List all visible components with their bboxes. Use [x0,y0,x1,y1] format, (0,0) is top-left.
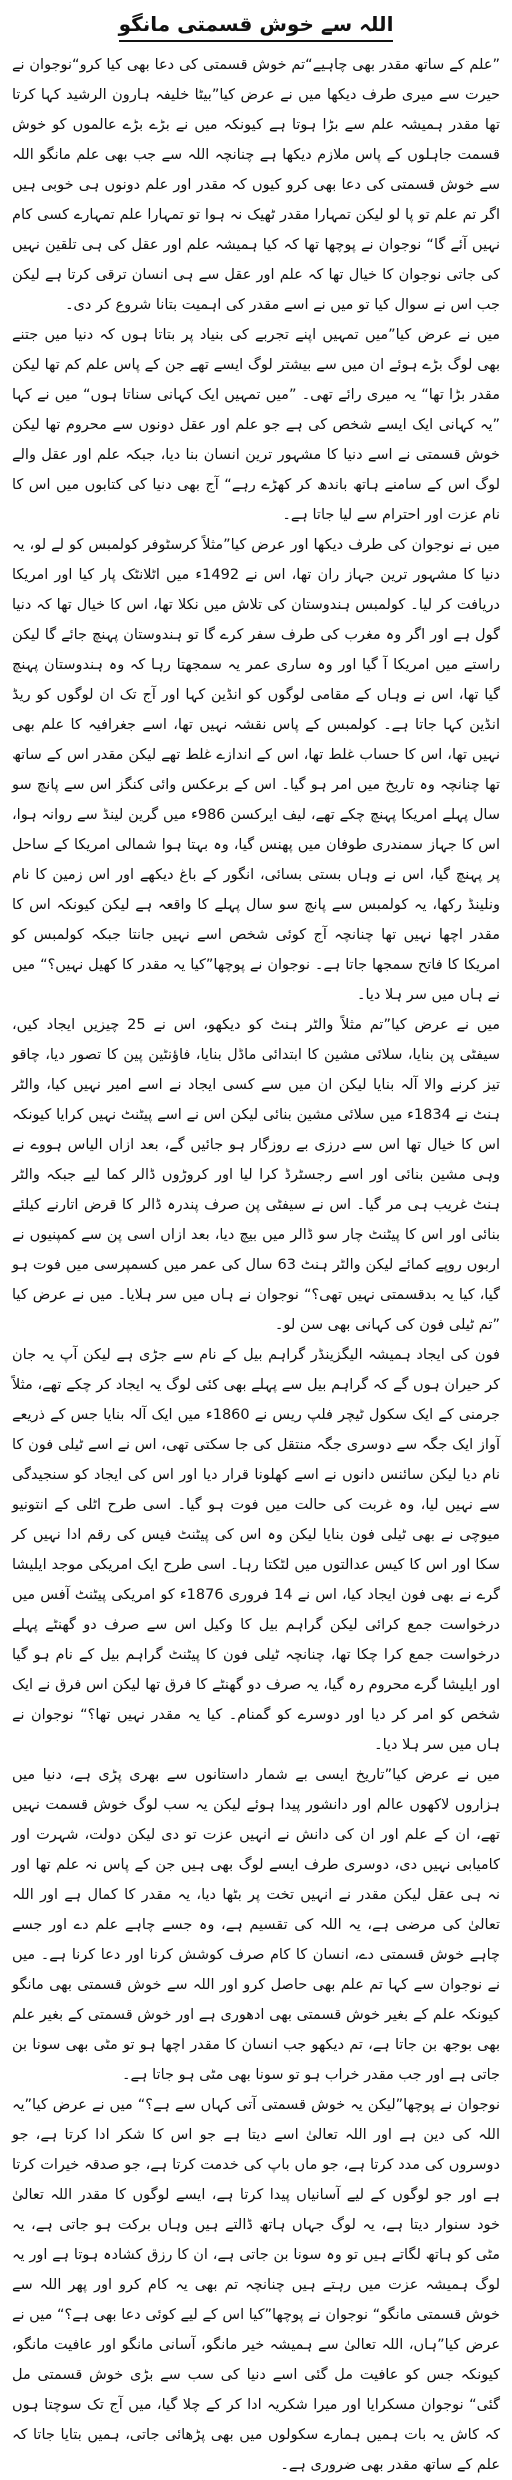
paragraph-5: فون کی ایجاد ہمیشہ الیگزینڈر گراہم بیل کے نام سے جڑی ہے لیکن آپ یہ جان کر حیران ہوں گے کہ گراہم بیل سے پہلے بھی کئی لوگ یہ ایجاد کر چکے تھے، مثلاً جرمنی کے ایک سکول ٹیچر فلپ ریس نے 1860ء میں ایک آلہ بنایا جس کے ذریعے آواز ایک جگہ سے دوسری جگہ منتقل کی جا سکتی تھی، اس نے اسے ٹیلی فون کا نام دیا لیکن سائنس دانوں نے اسے کھلونا قرار دیا اور اس کی ایجاد کو سنجیدگی سے نہیں لیا، وہ غربت کی حالت میں فوت ہو گیا۔ اسی طرح اٹلی کے انتونیو میوچی نے بھی ٹیلی فون بنایا لیکن وہ اس کی پیٹنٹ فیس کی رقم ادا نہیں کر سکا اور اس کا کیس عدالتوں میں لٹکتا رہا۔ اسی طرح ایک امریکی موجد ایلیشا گرے نے بھی فون ایجاد کیا، اس نے 14 فروری 1876ء کو امریکی پیٹنٹ آفس میں درخواست جمع کرائی لیکن گراہم بیل کا وکیل اس سے صرف دو گھنٹے پہلے درخواست جمع کرا چکا تھا، چنانچہ ٹیلی فون کا پیٹنٹ گراہم بیل کے نام ہو گیا اور ایلیشا گرے محروم رہ گیا، یہ صرف دو گھنٹے کا فرق تھا لیکن اس فرق نے ایک شخص کو امر کر دیا اور دوسرے کو گمنام۔ کیا یہ مقدر نہیں تھا؟“ نوجوان نے ہاں میں سر ہلا دیا۔ [12,1347,500,1753]
paragraph-1: ”علم کے ساتھ مقدر بھی چاہیے“تم خوش قسمتی کی دعا بھی کیا کرو“نوجوان نے حیرت سے میری طرف دیکھا میں نے عرض کیا”بیٹا خلیفہ ہارون الرشید کہا کرتا تھا مقدر ہمیشہ علم سے بڑا ہوتا ہے کیونکہ میں نے بڑے بڑے عالموں کو خوش قسمت جاہلوں کے پاس ملازم دیکھا ہے چنانچہ اللہ سے جب بھی علم مانگو اللہ سے خوش قسمتی کی دعا بھی کرو کیوں کہ مقدر اور علم دونوں ہی خوبی ہیں اگر تم علم تو پا لو لیکن تمہارا مقدر ٹھیک نہ ہوا تو تمہارا علم تمہارے کسی کام نہیں آئے گا“ نوجوان نے پوچھا تھا کہ کیا ہمیشہ علم اور عقل کی ہی تلقین نہیں کی جاتی نوجوان کا خیال تھا کہ علم اور عقل سے ہی انسان ترقی کرتا ہے لیکن جب اس نے سوال کیا تو میں نے اسے مقدر کی اہمیت بتانا شروع کر دی۔ [12,57,500,313]
paragraph-2: میں نے عرض کیا”میں تمہیں اپنے تجربے کی بنیاد پر بتاتا ہوں کہ دنیا میں جتنے بھی لوگ بڑے ہوئے ان میں سے بیشتر لوگ ایسے تھے جن کے پاس علم کم تھا لیکن مقدر بڑا تھا“ یہ میری رائے تھی۔ ”میں تمہیں ایک کہانی سناتا ہوں“ میں نے کہا ”یہ کہانی ایک ایسے شخص کی ہے جو علم اور عقل دونوں سے محروم تھا لیکن خوش قسمتی نے اسے دنیا کا مشہور ترین انسان بنا دیا، جبکہ علم اور عقل والے لوگ اس کے سامنے ہاتھ باندھ کر کھڑے رہے“ آج بھی دنیا کی کتابوں میں اس کا نام عزت اور احترام سے لیا جاتا ہے۔ [12,327,500,523]
paragraph-3: میں نے نوجوان کی طرف دیکھا اور عرض کیا”مثلاً کرسٹوفر کولمبس کو لے لو، یہ دنیا کا مشہور ترین جہاز ران تھا، اس نے 1492ء میں اٹلانٹک پار کیا اور امریکا دریافت کر لیا۔ کولمبس ہندوستان کی تلاش میں نکلا تھا، اس کا خیال تھا کہ دنیا گول ہے اور اگر وہ مغرب کی طرف سفر کرے گا تو ہندوستان پہنچ جائے گا لیکن راستے میں امریکا آ گیا اور وہ ساری عمر یہ سمجھتا رہا کہ وہ ہندوستان پہنچ گیا تھا، اس نے وہاں کے مقامی لوگوں کو انڈین کہا اور آج تک ان لوگوں کو ریڈ انڈین کہا جاتا ہے۔ کولمبس کے پاس نقشہ نہیں تھا، اسے جغرافیہ کا علم بھی نہیں تھا، اس کا حساب غلط تھا، اس کے اندازے غلط تھے لیکن مقدر اس کے ساتھ تھا چنانچہ وہ تاریخ میں امر ہو گیا۔ اس کے برعکس وائی کنگز اس سے پانچ سو سال پہلے امریکا پہنچ چکے تھے، لیف ایرکسن 986ء میں گرین لینڈ سے روانہ ہوا، اس کا جہاز سمندری طوفان میں پھنس گیا، وہ بہتا ہوا شمالی امریکا کے ساحل پر پہنچ گیا، اس نے وہاں بستی بسائی، انگور کے باغ دیکھے اور اس زمین کا نام ونلینڈ رکھا، یہ کولمبس سے پانچ سو سال پہلے کا واقعہ ہے لیکن کیونکہ اس کا مقدر اچھا نہیں تھا چنانچہ آج کوئی شخص اسے نہیں جانتا جبکہ کولمبس کو امریکا کا فاتح سمجھا جاتا ہے۔ نوجوان نے پوچھا”کیا یہ مقدر کا کھیل نہیں؟“ میں نے ہاں میں سر ہلا دیا۔ [12,537,501,1003]
title-block [12,10,500,42]
paragraph-6: میں نے عرض کیا”تاریخ ایسی بے شمار داستانوں سے بھری پڑی ہے، دنیا میں ہزاروں لاکھوں عالم اور دانشور پیدا ہوئے لیکن یہ سب لوگ خوش قسمت نہیں تھے، ان کے علم اور ان کی دانش نے انہیں عزت تو دی لیکن دولت، شہرت اور کامیابی نہیں دی، دوسری طرف ایسے لوگ بھی ہیں جن کے پاس نہ علم تھا اور نہ ہی عقل لیکن مقدر نے انہیں تخت پر بٹھا دیا، یہ مقدر کا کمال ہے اور اللہ تعالیٰ کی مرضی ہے، یہ اللہ کی تقسیم ہے، وہ جسے چاہے علم دے اور جسے چاہے خوش قسمتی دے، انسان کا کام صرف کوشش کرنا اور دعا کرنا ہے۔ میں نے نوجوان سے کہا تم علم بھی حاصل کرو اور اللہ سے خوش قسمتی بھی مانگو کیونکہ علم کے بغیر خوش قسمتی بھی ادھوری ہے اور خوش قسمتی کے بغیر علم بھی بوجھ بن جاتا ہے، تم دیکھو جب انسان کا مقدر اچھا ہو تو مٹی بھی سونا بن جاتی ہے اور جب مقدر خراب ہو تو سونا بھی مٹی ہو جاتا ہے۔ [12,1767,500,2083]
column-title: اللہ سے خوش قسمتی مانگو [119,10,394,42]
article-body [12,50,500,2480]
paragraph-4: میں نے عرض کیا”تم مثلاً والٹر ہنٹ کو دیکھو، اس نے 25 چیزیں ایجاد کیں، سیفٹی پن بنایا، سلائی مشین کا ابتدائی ماڈل بنایا، فاؤنٹین پین کا تصور دیا، چاقو تیز کرنے والا آلہ بنایا لیکن ان میں سے کسی ایجاد نے اسے امیر نہیں کیا، والٹر ہنٹ نے 1834ء میں سلائی مشین بنائی لیکن اس نے اسے پیٹنٹ نہیں کرایا کیونکہ اس کا خیال تھا اس سے درزی بے روزگار ہو جائیں گے، بعد ازاں الیاس ہووے نے وہی مشین بنائی اور اسے رجسٹرڈ کرا لیا اور کروڑوں ڈالر کما لیے جبکہ والٹر ہنٹ غریب ہی مر گیا۔ اس نے سیفٹی پن صرف پندرہ ڈالر کا قرض اتارنے کیلئے بنائی اور اس کا پیٹنٹ چار سو ڈالر میں بیچ دیا، بعد ازاں اسی پن سے کمپنیوں نے اربوں روپے کمائے لیکن والٹر ہنٹ 63 سال کی عمر میں کسمپرسی میں فوت ہو گیا، کیا یہ بدقسمتی نہیں تھی؟“ نوجوان نے ہاں میں سر ہلایا۔ میں نے عرض کیا ”تم ٹیلی فون کی کہانی بھی سن لو۔ [12,1017,500,1333]
paragraph-7: نوجوان نے پوچھا”لیکن یہ خوش قسمتی آتی کہاں سے ہے؟“ میں نے عرض کیا”یہ اللہ کی دین ہے اور اللہ تعالیٰ اسے دیتا ہے جو اس کا شکر ادا کرتا ہے، جو دوسروں کی مدد کرتا ہے، جو ماں باپ کی خدمت کرتا ہے، جو صدقہ خیرات کرتا ہے اور جو لوگوں کے لیے آسانیاں پیدا کرتا ہے، ایسے لوگوں کا مقدر اللہ تعالیٰ خود سنوار دیتا ہے، یہ لوگ جہاں ہاتھ ڈالتے ہیں وہاں برکت ہو جاتی ہے، یہ مٹی کو ہاتھ لگاتے ہیں تو وہ سونا بن جاتی ہے، ان کا رزق کشادہ ہوتا ہے اور یہ لوگ ہمیشہ عزت میں رہتے ہیں چنانچہ تم بھی یہ کام کرو اور پھر اللہ سے خوش قسمتی مانگو“ نوجوان نے پوچھا”کیا اس کے لیے کوئی دعا بھی ہے؟“ میں نے عرض کیا”ہاں، اللہ تعالیٰ سے ہمیشہ خیر مانگو، آسانی مانگو اور عافیت مانگو، کیونکہ جس کو عافیت مل گئی اسے دنیا کی سب سے بڑی خوش قسمتی مل گئی“ نوجوان مسکرایا اور میرا شکریہ ادا کر کے چلا گیا، میں آج تک سوچتا ہوں کہ کاش یہ بات ہمیں ہمارے سکولوں میں بھی پڑھائی جاتی، ہمیں بتایا جاتا کہ علم کے ساتھ مقدر بھی ضروری ہے۔ [12,2097,500,2473]
